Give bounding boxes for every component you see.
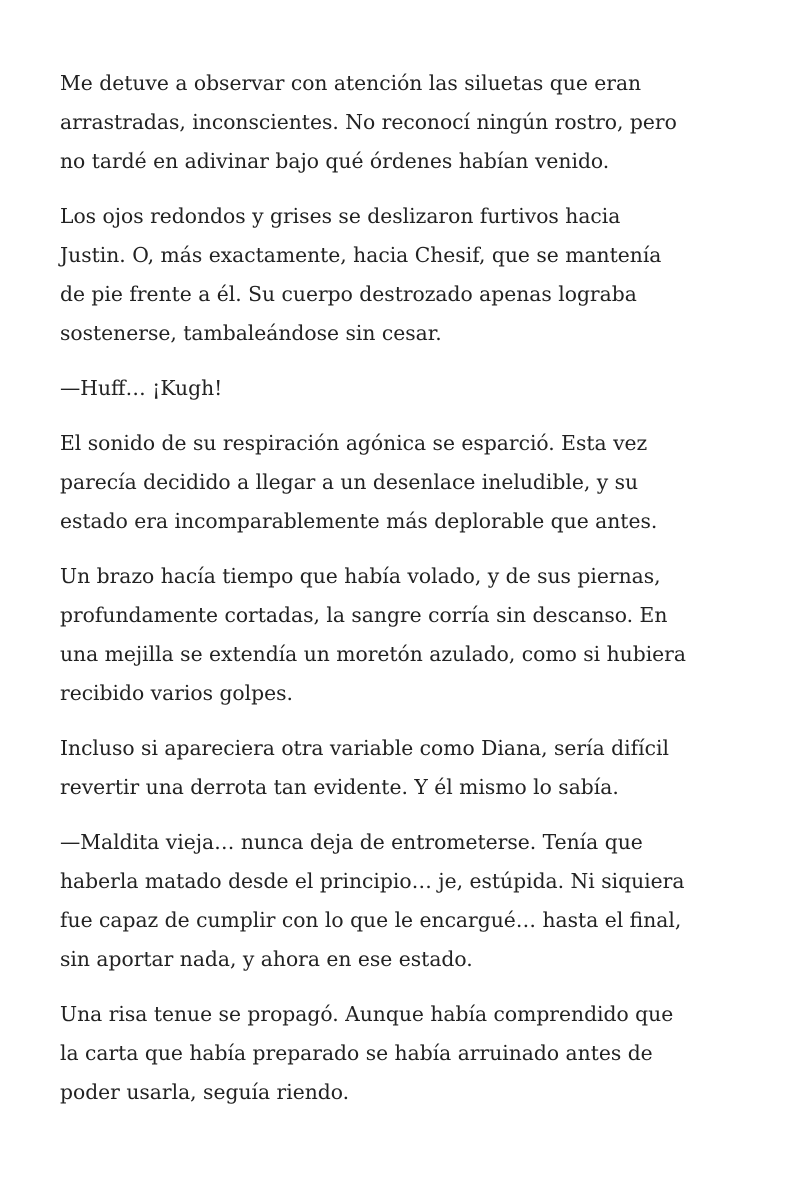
- text-line: parecía decidido a llegar a un desenlace ineludible, y su: [60, 470, 639, 494]
- text-line: recibido varios golpes.: [60, 681, 293, 705]
- text-line: Justin. O, más exactamente, hacia Chesif, que se mantenía: [60, 243, 662, 267]
- text-line: fue capaz de cumplir con lo que le encargué… hasta el final,: [60, 908, 682, 932]
- text-line: Los ojos redondos y grises se deslizaron furtivos hacia: [60, 204, 621, 228]
- text-line: —Maldita vieja… nunca deja de entrometerse. Tenía que: [60, 830, 643, 854]
- text-line: sin aportar nada, y ahora en ese estado.: [60, 947, 473, 971]
- paragraph: [60, 424, 740, 541]
- text-line: El sonido de su respiración agónica se esparció. Esta vez: [60, 431, 648, 455]
- text-line: profundamente cortadas, la sangre corría sin descanso. En: [60, 603, 668, 627]
- text-line: Incluso si apareciera otra variable como Diana, sería difícil: [60, 736, 669, 760]
- text-line: no tardé en adivinar bajo qué órdenes habían venido.: [60, 149, 610, 173]
- text-line: —Huff… ¡Kugh!: [60, 376, 223, 400]
- text-line: una mejilla se extendía un moretón azulado, como si hubiera: [60, 642, 686, 666]
- paragraph: [60, 729, 740, 807]
- text-line: estado era incomparablemente más deplorable que antes.: [60, 509, 658, 533]
- paragraph: [60, 823, 740, 979]
- text-line: la carta que había preparado se había arruinado antes de: [60, 1041, 653, 1065]
- text-line: Un brazo hacía tiempo que había volado, y de sus piernas,: [60, 564, 661, 588]
- text-line: de pie frente a él. Su cuerpo destrozado apenas lograba: [60, 282, 637, 306]
- paragraph: [60, 557, 740, 713]
- paragraph: [60, 369, 740, 408]
- text-line: poder usarla, seguía riendo.: [60, 1080, 350, 1104]
- text-line: Me detuve a observar con atención las siluetas que eran: [60, 71, 642, 95]
- text-line: sostenerse, tambaleándose sin cesar.: [60, 321, 442, 345]
- text-line: arrastradas, inconscientes. No reconocí ningún rostro, pero: [60, 110, 677, 134]
- text-line: revertir una derrota tan evidente. Y él mismo lo sabía.: [60, 775, 619, 799]
- text-line: Una risa tenue se propagó. Aunque había comprendido que: [60, 1002, 674, 1026]
- paragraph: [60, 197, 740, 353]
- paragraph: [60, 995, 740, 1112]
- text-line: haberla matado desde el principio… je, estúpida. Ni siquiera: [60, 869, 685, 893]
- paragraph: [60, 64, 740, 181]
